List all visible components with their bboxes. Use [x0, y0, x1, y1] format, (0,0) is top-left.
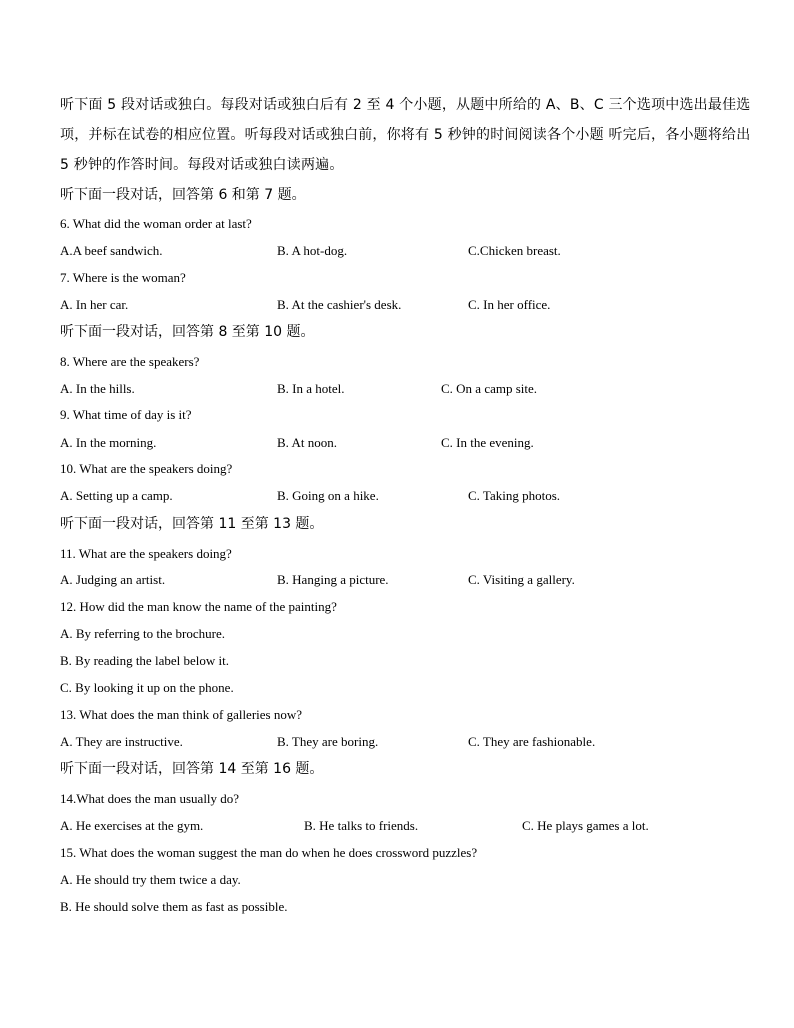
question-10-option-b: B. Going on a hike.: [277, 488, 379, 503]
question-6-option-a: A.A beef sandwich.: [60, 243, 163, 258]
section-heading: 听下面一段对话，回答第 6 和第 7 题。: [60, 187, 306, 203]
question-12-option-a: A. By referring to the brochure.: [60, 626, 225, 641]
question-6-option-b: B. A hot-dog.: [277, 243, 348, 258]
question-14-option-a: A. He exercises at the gym.: [60, 818, 204, 833]
question-11-option-c: C. Visiting a gallery.: [468, 572, 575, 587]
section-heading: 听下面一段对话，回答第 8 至第 10 题。: [60, 324, 315, 340]
question-9: 9. What time of day is it?: [60, 407, 192, 422]
question-8-option-c: C. On a camp site.: [441, 381, 538, 396]
question-9-option-a: A. In the morning.: [60, 435, 157, 450]
question-13-option-c: C. They are fashionable.: [468, 734, 596, 749]
question-10-option-c: C. Taking photos.: [468, 488, 561, 503]
question-14-option-b: B. He talks to friends.: [304, 818, 419, 833]
question-12-option-b: B. By reading the label below it.: [60, 653, 229, 668]
question-6: 6. What did the woman order at last?: [60, 216, 252, 231]
question-13: 13. What does the man think of galleries now?: [60, 707, 303, 722]
section-instructions: 听下面 5 段对话或独白。每段对话或独白后有 2 至 4 个小题，从题中所给的 A、B、C 三个选项中选出最佳选项，并标在试卷的相应位置。听每段对话或独白前，你将有 5 秒钟的时间阅读各个小题 听完后，各小题将给出 5 秒钟的作答时间。每段对话或独白读两遍。: [60, 97, 751, 173]
question-8-option-b: B. In a hotel.: [277, 381, 345, 396]
question-7-option-c: C. In her office.: [468, 297, 551, 312]
question-15-option-a: A. He should try them twice a day.: [60, 872, 241, 887]
question-11: 11. What are the speakers doing?: [60, 546, 232, 561]
question-11-option-a: A. Judging an artist.: [60, 572, 166, 587]
section-heading: 听下面一段对话，回答第 11 至第 13 题。: [60, 516, 324, 532]
question-13-option-b: B. They are boring.: [277, 734, 379, 749]
question-7-option-a: A. In her car.: [60, 297, 129, 312]
question-10-option-a: A. Setting up a camp.: [60, 488, 173, 503]
question-6-option-c: C.Chicken breast.: [468, 243, 561, 258]
question-13-option-a: A. They are instructive.: [60, 734, 183, 749]
question-12: 12. How did the man know the name of the painting?: [60, 599, 337, 614]
question-7: 7. Where is the woman?: [60, 270, 186, 285]
section-heading: 听下面一段对话，回答第 14 至第 16 题。: [60, 761, 324, 777]
question-7-option-b: B. At the cashier's desk.: [277, 297, 402, 312]
question-8: 8. Where are the speakers?: [60, 354, 200, 369]
question-14-option-c: C. He plays games a lot.: [522, 818, 649, 833]
question-8-option-a: A. In the hills.: [60, 381, 135, 396]
question-15: 15. What does the woman suggest the man do when he does crossword puzzles?: [60, 845, 478, 860]
question-9-option-c: C. In the evening.: [441, 435, 534, 450]
question-15-option-b: B. He should solve them as fast as possible.: [60, 899, 288, 914]
question-9-option-b: B. At noon.: [277, 435, 337, 450]
question-11-option-b: B. Hanging a picture.: [277, 572, 389, 587]
question-12-option-c: C. By looking it up on the phone.: [60, 680, 234, 695]
question-10: 10. What are the speakers doing?: [60, 461, 233, 476]
question-14: 14.What does the man usually do?: [60, 791, 240, 806]
